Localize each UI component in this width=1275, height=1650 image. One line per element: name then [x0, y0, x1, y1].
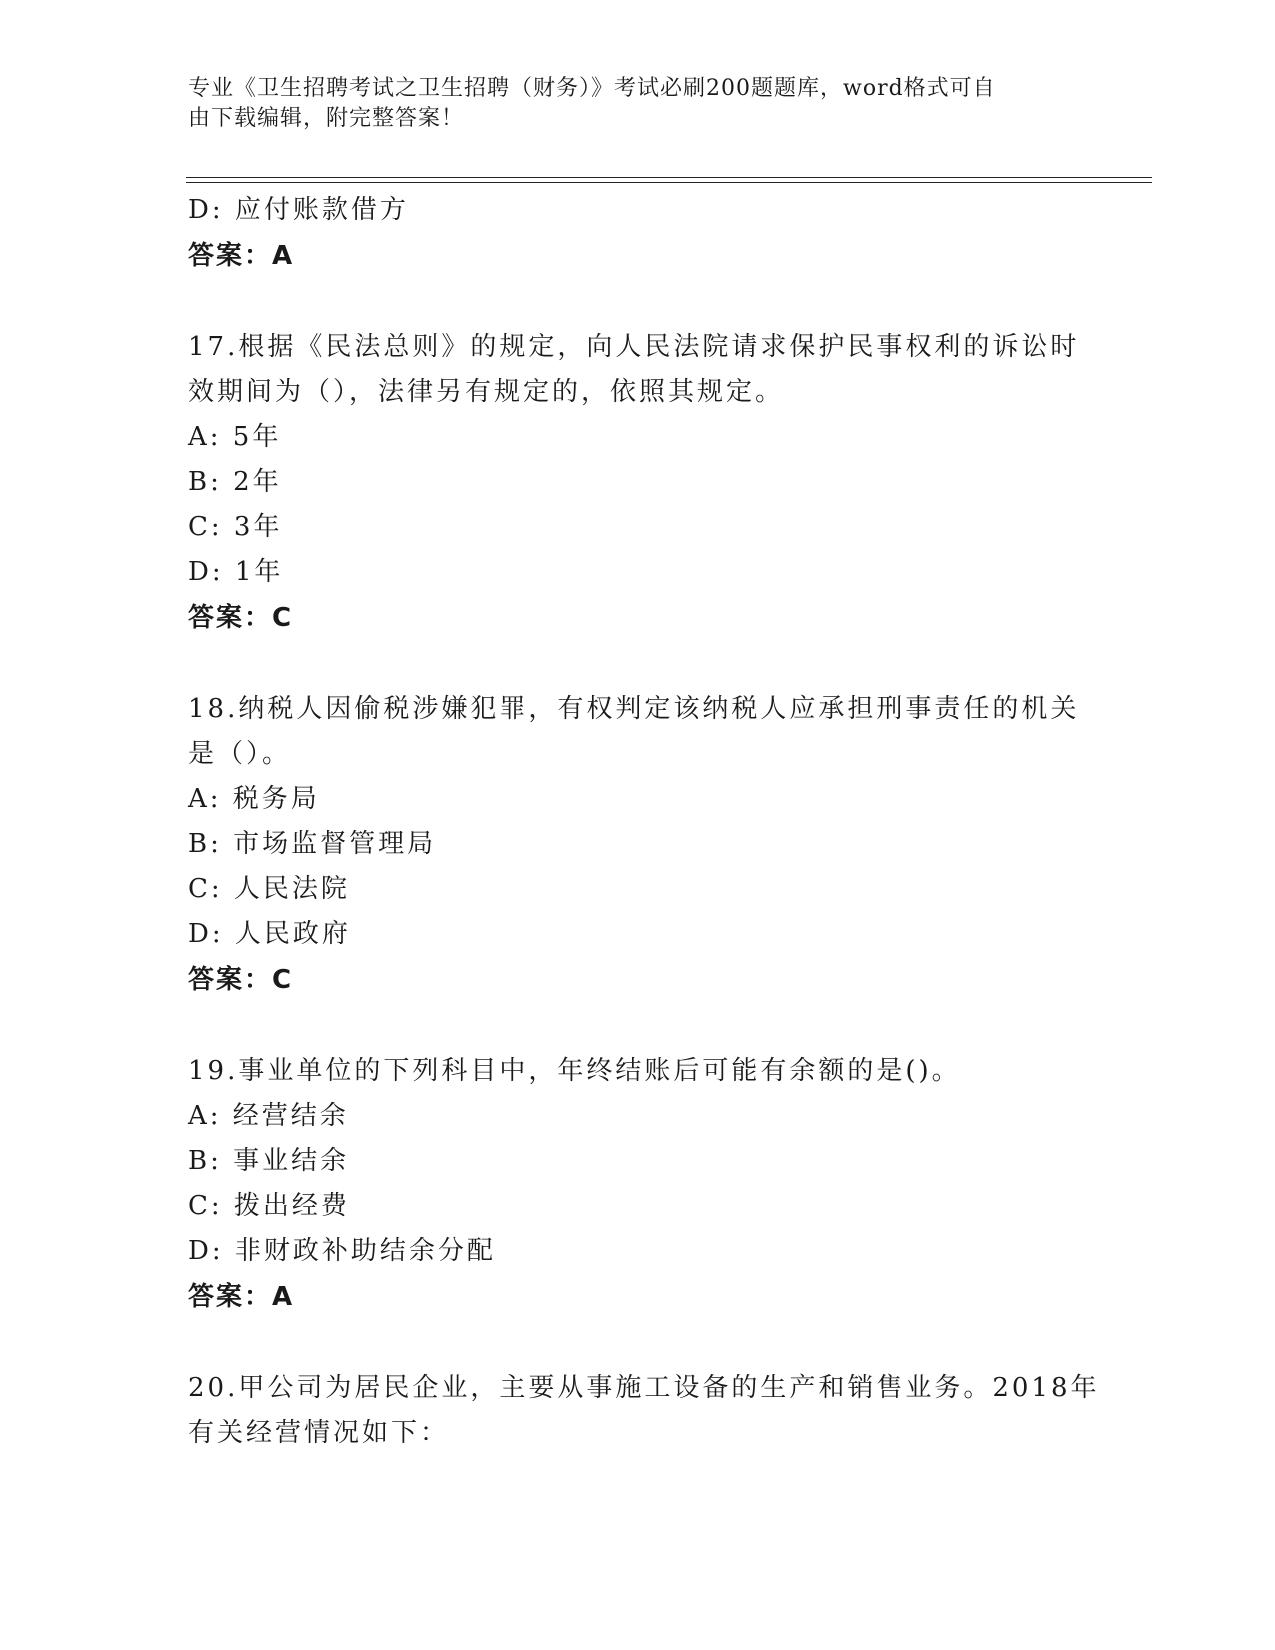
previous-question-tail [188, 188, 1088, 279]
question-stem: 18.纳税人因偷税涉嫌犯罪，有权判定该纳税人应承担刑事责任的机关 [188, 694, 1080, 724]
option-b: B: 2年 [188, 467, 282, 497]
option-d: D: 人民政府 [188, 919, 351, 949]
question-stem-continued: 是（）。 [188, 739, 292, 769]
spacer [188, 1320, 1088, 1366]
option-c: C: 拨出经费 [188, 1191, 350, 1221]
option-d: D: 1年 [188, 557, 284, 587]
option-a: A: 5年 [188, 422, 282, 452]
option-a: A: 税务局 [188, 784, 320, 814]
question-18 [188, 687, 1088, 1003]
header-divider-top [186, 177, 1152, 178]
option-b: B: 市场监督管理局 [188, 829, 437, 859]
answer-line: 答案：C [188, 965, 294, 995]
question-19 [188, 1049, 1088, 1320]
spacer [188, 279, 1088, 325]
question-stem-continued: 效期间为（），法律另有规定的，依照其规定。 [188, 377, 785, 407]
question-stem-continued: 有关经营情况如下： [188, 1418, 450, 1448]
option-d: D: 非财政补助结余分配 [188, 1236, 496, 1266]
option-d: D: 应付账款借方 [188, 195, 409, 225]
answer-line: 答案：C [188, 603, 294, 633]
question-stem: 17.根据《民法总则》的规定，向人民法院请求保护民事权利的诉讼时 [188, 332, 1080, 362]
question-list [188, 188, 1100, 1456]
question-stem: 20.甲公司为居民企业，主要从事施工设备的生产和销售业务。2018年 [188, 1373, 1100, 1403]
option-a: A: 经营结余 [188, 1101, 349, 1131]
answer-line: 答案：A [188, 1282, 295, 1312]
answer-line: 答案：A [188, 241, 295, 271]
page-header [188, 74, 1068, 134]
question-17 [188, 325, 1088, 641]
spacer [188, 1003, 1088, 1049]
spacer [188, 641, 1088, 687]
question-20 [188, 1366, 1100, 1456]
question-stem: 19.事业单位的下列科目中，年终结账后可能有余额的是()。 [188, 1056, 961, 1086]
option-c: C: 3年 [188, 512, 283, 542]
option-b: B: 事业结余 [188, 1146, 350, 1176]
header-line-2: 由下载编辑，附完整答案！ [188, 106, 465, 131]
header-divider-bottom [186, 182, 1152, 183]
option-c: C: 人民法院 [188, 874, 350, 904]
header-line-1: 专业《卫生招聘考试之卫生招聘（财务）》考试必刷200题题库，word格式可自 [188, 76, 996, 101]
